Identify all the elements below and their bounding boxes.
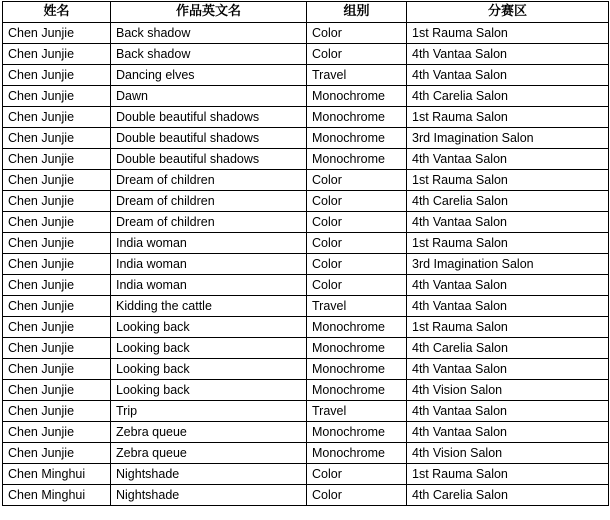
cell-salon: 4th Vantaa Salon: [407, 422, 609, 443]
cell-work-title: Back shadow: [111, 44, 307, 65]
cell-name: Chen Junjie: [3, 44, 111, 65]
table-row: [3, 380, 609, 401]
cell-salon: 4th Vantaa Salon: [407, 149, 609, 170]
cell-work-title: India woman: [111, 254, 307, 275]
cell-salon: 4th Vantaa Salon: [407, 359, 609, 380]
cell-work-title: Looking back: [111, 380, 307, 401]
cell-name: Chen Junjie: [3, 338, 111, 359]
table-row: [3, 338, 609, 359]
table-body: [3, 23, 609, 506]
cell-group: Color: [307, 485, 407, 506]
table-row: [3, 233, 609, 254]
cell-salon: 4th Vantaa Salon: [407, 275, 609, 296]
cell-name: Chen Junjie: [3, 107, 111, 128]
table-row: [3, 128, 609, 149]
cell-work-title: Dancing elves: [111, 65, 307, 86]
cell-group: Travel: [307, 401, 407, 422]
cell-name: Chen Junjie: [3, 254, 111, 275]
cell-group: Monochrome: [307, 338, 407, 359]
cell-work-title: Zebra queue: [111, 422, 307, 443]
cell-name: Chen Junjie: [3, 401, 111, 422]
cell-name: Chen Junjie: [3, 191, 111, 212]
cell-salon: 1st Rauma Salon: [407, 170, 609, 191]
cell-salon: 1st Rauma Salon: [407, 464, 609, 485]
table-row: [3, 191, 609, 212]
cell-salon: 1st Rauma Salon: [407, 317, 609, 338]
header-row: [3, 2, 609, 23]
table-row: [3, 44, 609, 65]
cell-work-title: Double beautiful shadows: [111, 149, 307, 170]
table-row: [3, 254, 609, 275]
cell-work-title: Looking back: [111, 338, 307, 359]
cell-group: Monochrome: [307, 380, 407, 401]
cell-work-title: India woman: [111, 233, 307, 254]
cell-salon: 4th Vision Salon: [407, 380, 609, 401]
cell-salon: 1st Rauma Salon: [407, 23, 609, 44]
cell-name: Chen Junjie: [3, 170, 111, 191]
cell-group: Color: [307, 191, 407, 212]
column-header-salon: 分赛区: [407, 2, 609, 23]
cell-name: Chen Junjie: [3, 275, 111, 296]
cell-name: Chen Minghui: [3, 464, 111, 485]
cell-work-title: Dream of children: [111, 191, 307, 212]
cell-group: Monochrome: [307, 443, 407, 464]
cell-name: Chen Junjie: [3, 149, 111, 170]
cell-group: Travel: [307, 65, 407, 86]
cell-group: Color: [307, 170, 407, 191]
table-row: [3, 422, 609, 443]
cell-name: Chen Junjie: [3, 296, 111, 317]
cell-salon: 4th Carelia Salon: [407, 191, 609, 212]
cell-name: Chen Junjie: [3, 212, 111, 233]
cell-salon: 1st Rauma Salon: [407, 233, 609, 254]
cell-group: Color: [307, 44, 407, 65]
cell-salon: 4th Vantaa Salon: [407, 44, 609, 65]
cell-work-title: Dream of children: [111, 170, 307, 191]
table-row: [3, 275, 609, 296]
cell-salon: 4th Vision Salon: [407, 443, 609, 464]
table-row: [3, 359, 609, 380]
cell-group: Color: [307, 275, 407, 296]
cell-group: Color: [307, 23, 407, 44]
cell-salon: 4th Vantaa Salon: [407, 296, 609, 317]
table-row: [3, 107, 609, 128]
cell-salon: 4th Vantaa Salon: [407, 401, 609, 422]
table-row: [3, 443, 609, 464]
table-row: [3, 86, 609, 107]
cell-salon: 4th Vantaa Salon: [407, 65, 609, 86]
cell-group: Monochrome: [307, 128, 407, 149]
cell-work-title: Looking back: [111, 317, 307, 338]
cell-group: Monochrome: [307, 422, 407, 443]
cell-group: Color: [307, 212, 407, 233]
cell-name: Chen Junjie: [3, 128, 111, 149]
cell-salon: 4th Carelia Salon: [407, 338, 609, 359]
cell-name: Chen Junjie: [3, 23, 111, 44]
cell-group: Monochrome: [307, 317, 407, 338]
cell-salon: 4th Carelia Salon: [407, 485, 609, 506]
cell-name: Chen Junjie: [3, 443, 111, 464]
cell-salon: 3rd Imagination Salon: [407, 254, 609, 275]
table-row: [3, 401, 609, 422]
cell-name: Chen Junjie: [3, 359, 111, 380]
cell-group: Color: [307, 254, 407, 275]
cell-salon: 1st Rauma Salon: [407, 107, 609, 128]
results-table: [2, 1, 609, 506]
cell-salon: 4th Vantaa Salon: [407, 212, 609, 233]
cell-work-title: Looking back: [111, 359, 307, 380]
cell-name: Chen Junjie: [3, 65, 111, 86]
cell-group: Monochrome: [307, 149, 407, 170]
cell-group: Monochrome: [307, 86, 407, 107]
cell-work-title: Nightshade: [111, 485, 307, 506]
cell-salon: 4th Carelia Salon: [407, 86, 609, 107]
cell-name: Chen Junjie: [3, 380, 111, 401]
table-row: [3, 296, 609, 317]
table-row: [3, 149, 609, 170]
cell-name: Chen Junjie: [3, 422, 111, 443]
cell-name: Chen Minghui: [3, 485, 111, 506]
cell-work-title: Zebra queue: [111, 443, 307, 464]
cell-work-title: Trip: [111, 401, 307, 422]
cell-salon: 3rd Imagination Salon: [407, 128, 609, 149]
cell-work-title: India woman: [111, 275, 307, 296]
table-row: [3, 464, 609, 485]
cell-name: Chen Junjie: [3, 86, 111, 107]
cell-work-title: Kidding the cattle: [111, 296, 307, 317]
cell-name: Chen Junjie: [3, 233, 111, 254]
cell-name: Chen Junjie: [3, 317, 111, 338]
table-row: [3, 65, 609, 86]
table-row: [3, 170, 609, 191]
cell-group: Travel: [307, 296, 407, 317]
cell-group: Color: [307, 233, 407, 254]
cell-work-title: Nightshade: [111, 464, 307, 485]
table-row: [3, 317, 609, 338]
cell-work-title: Dawn: [111, 86, 307, 107]
cell-work-title: Double beautiful shadows: [111, 107, 307, 128]
cell-work-title: Double beautiful shadows: [111, 128, 307, 149]
cell-work-title: Back shadow: [111, 23, 307, 44]
table-row: [3, 23, 609, 44]
table-header: [3, 2, 609, 23]
cell-group: Monochrome: [307, 359, 407, 380]
column-header-work-title: 作品英文名: [111, 2, 307, 23]
cell-work-title: Dream of children: [111, 212, 307, 233]
cell-group: Monochrome: [307, 107, 407, 128]
column-header-group: 组别: [307, 2, 407, 23]
table-row: [3, 212, 609, 233]
table-row: [3, 485, 609, 506]
column-header-name: 姓名: [3, 2, 111, 23]
cell-group: Color: [307, 464, 407, 485]
